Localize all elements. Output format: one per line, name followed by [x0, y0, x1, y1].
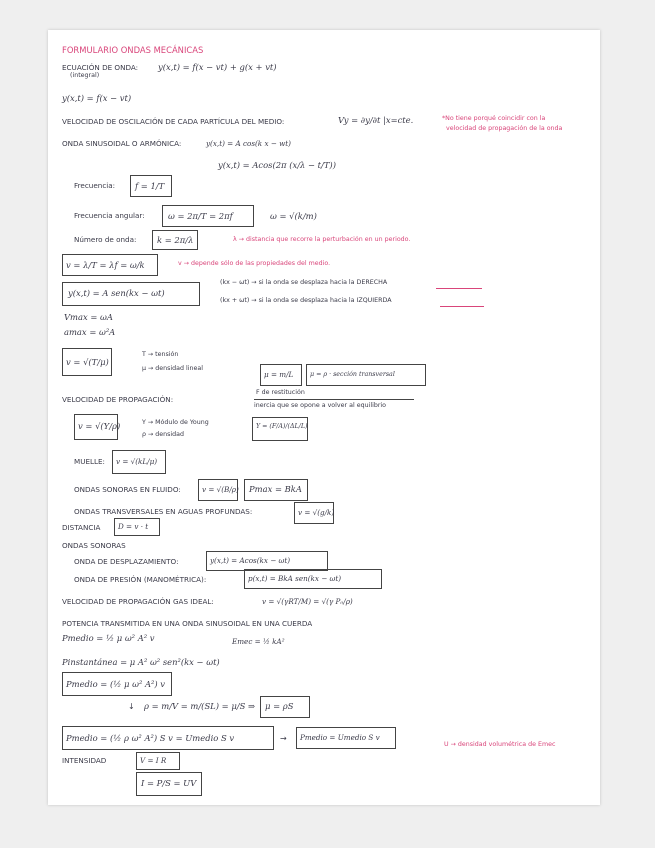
freq-label: Frecuencia:	[74, 181, 116, 190]
disp-wave-eq: y(x,t) = Acos(kx − ωt)	[210, 556, 291, 565]
underline-derecha	[436, 288, 482, 289]
wave-simple: y(x,t) = f(x − vt)	[62, 93, 132, 103]
intensity-eq-1: V = I R	[140, 756, 167, 765]
page-title: FORMULARIO ONDAS MECÁNICAS	[62, 45, 204, 55]
wave-eq: y(x,t) = f(x − vt) + g(x + vt)	[158, 62, 277, 72]
harmonic-eq: y(x,t) = A cos(k x − wt)	[206, 139, 291, 148]
rho-chain: ρ = m/V = m/(SL) = μ/S ⇒	[144, 701, 256, 711]
p-medio-box-eq: Pmedio = (½ μ ω² A²) v	[66, 679, 166, 689]
amax: amax = ω²A	[64, 327, 116, 337]
mu-rhoS: μ = ρS	[265, 701, 294, 711]
distance-label: DISTANCIA	[62, 523, 101, 532]
underline-izquierda	[440, 306, 484, 307]
note-line-1: *No tiene porqué coincidir con la	[442, 115, 546, 122]
osc-speed-label: VELOCIDAD DE OSCILACIÓN DE CADA PARTÍCULA DEL MEDIO:	[62, 117, 285, 126]
pmax-eq: Pmax = BkA	[249, 484, 302, 494]
press-wave-label: ONDA DE PRESIÓN (MANOMÉTRICA):	[74, 575, 207, 584]
ideal-gas-eq: v = √(γRT/M) = √(γ P₀/ρ)	[262, 597, 353, 606]
left-branch: (kx + ωt) → si la onda se desplaza hacia la IZQUIERDA	[220, 297, 392, 304]
wave-eq-label: ECUACIÓN DE ONDA:	[62, 63, 139, 72]
tension-eq: v = √(T/μ)	[66, 357, 109, 367]
deep-water-label: ONDAS TRANSVERSALES EN AGUAS PROFUNDAS:	[74, 507, 253, 516]
p-medio-3: Pmedio = Umedio S v	[300, 733, 380, 742]
down-arrow-icon: ↓	[128, 702, 135, 711]
angfreq-label: Frecuencia angular:	[74, 211, 145, 220]
tension-T: T → tensión	[142, 351, 179, 358]
hooke-eq: v = √(kL/μ)	[116, 457, 158, 466]
young-rho: ρ → densidad	[142, 431, 185, 438]
sound-waves-label: ONDAS SONORAS	[62, 541, 126, 550]
freq-eq: f = 1/T	[135, 181, 165, 191]
tension-mu: μ → densidad lineal	[142, 365, 204, 372]
vmax: Vmax = ωA	[64, 312, 113, 322]
wavenum-label: Número de onda:	[74, 235, 137, 244]
p-medio-2: Pmedio = (½ ρ ω² A²) S v = Umedio S v	[66, 733, 235, 743]
young-def: Y = (F/A)/(ΔL/L)	[256, 423, 308, 430]
power-label: POTENCIA TRANSMITIDA EN UNA ONDA SINUSOIDAL EN UNA CUERDA	[62, 619, 313, 628]
angfreq-eq: ω = 2π/T = 2πf	[168, 211, 233, 221]
right-arrow-icon: →	[280, 734, 287, 743]
u-note: U → densidad volumétrica de Emec	[444, 741, 556, 748]
young-Y: Y → Módulo de Young	[142, 419, 209, 426]
prop-fraction-bar	[254, 399, 414, 400]
p-medio: Pmedio = ½ μ ω² A² v	[62, 633, 155, 643]
osc-speed-eq: Vy = ∂y/∂t |x=cte.	[338, 115, 414, 125]
notebook-page	[48, 30, 600, 805]
young-eq: v = √(Y/ρ)	[78, 421, 121, 431]
p-inst: Pinstantánea = μ A² ω² sen²(kx − ωt)	[62, 657, 220, 667]
disp-wave-label: ONDA DE DESPLAZAMIENTO:	[74, 557, 179, 566]
lambda-note: λ → distancia que recorre la perturbación en un periodo.	[233, 236, 411, 243]
emec: Emec = ½ kA²	[232, 637, 285, 646]
mu-eq-2: μ = ρ · sección transversal	[310, 371, 395, 378]
sen-eq: y(x,t) = A sen(kx − ωt)	[68, 288, 165, 298]
sound-fluid-label: ONDAS SONORAS EN FLUIDO:	[74, 485, 181, 494]
intensity-eq-2: I = P/S = UV	[141, 778, 197, 788]
right-branch: (kx − ωt) → si la onda se desplaza hacia la DERECHA	[220, 279, 388, 286]
speed-eq: v = λ/T = λf = ω/k	[66, 260, 145, 270]
wavenum-eq: k = 2π/λ	[157, 235, 194, 245]
speed-note: v → depende sólo de las propiedades del medio.	[178, 260, 331, 267]
distance-eq: D = v · t	[118, 522, 149, 531]
prop-speed-label: VELOCIDAD DE PROPAGACIÓN:	[62, 395, 174, 404]
harmonic-label: ONDA SINUSOIDAL O ARMÓNICA:	[62, 139, 182, 148]
intensity-label: INTENSIDAD	[62, 756, 107, 765]
deep-water-eq: v = √(g/k)	[298, 508, 335, 517]
mu-eq-1: μ = m/L	[264, 370, 294, 379]
wave-eq-integral: (integral)	[70, 72, 100, 79]
prop-speed-den: inercia que se opone a volver al equilibrio	[254, 402, 387, 409]
angfreq-eq-2: ω = √(k/m)	[270, 211, 317, 221]
sound-fluid-eq: v = √(B/ρ)	[202, 485, 239, 494]
ideal-gas-label: VELOCIDAD DE PROPAGACIÓN GAS IDEAL:	[62, 597, 214, 606]
note-line-2: velocidad de propagación de la onda	[446, 125, 563, 132]
harmonic-eq-2: y(x,t) = Acos(2π (x/λ − t/T))	[218, 160, 336, 170]
prop-speed-num: F de restitución	[256, 389, 305, 396]
press-wave-eq: p(x,t) = BkA sen(kx − ωt)	[248, 574, 342, 583]
hooke-label: MUELLE:	[74, 457, 105, 466]
